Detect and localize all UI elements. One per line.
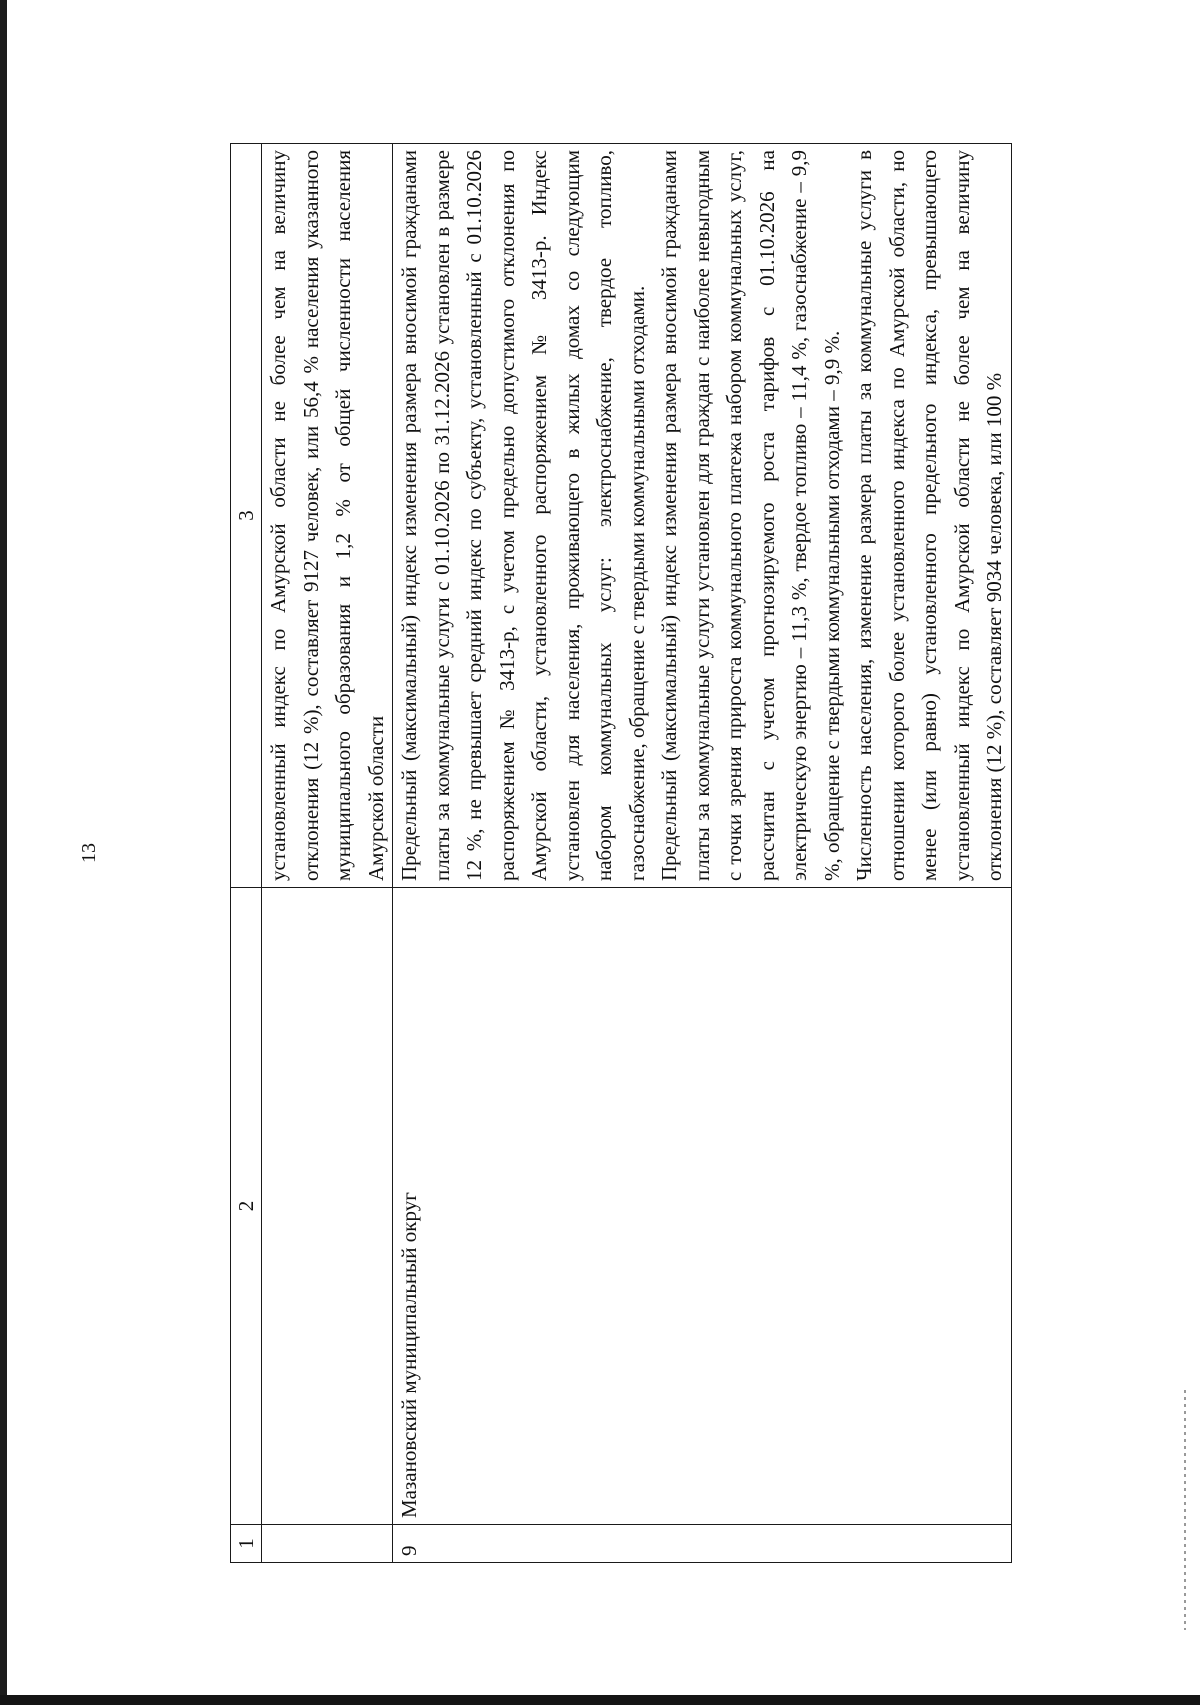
description-cell: [262, 144, 393, 888]
scan-shadow-bottom: [0, 1695, 1200, 1705]
description-cell: [393, 144, 1012, 888]
tariff-index-table: [230, 143, 1012, 1563]
header-cell-2: 2: [231, 888, 262, 1525]
row-number-cell: 9: [393, 1525, 1012, 1563]
page-number: 13: [78, 843, 100, 863]
description-paragraph: установленный индекс по Амурской области не более чем на величину отклонения (12 %), составляет 9127 человек, или 56,4 % населения указанного муниципального образования и 1,2 % от общей численности населения Амурской области: [266, 150, 388, 881]
municipality-cell: [262, 888, 393, 1525]
document-page: [60, 88, 1140, 1618]
scan-artifact-right: [1184, 1390, 1186, 1630]
description-paragraph: Предельный (максимальный) индекс изменения размера вносимой гражданами платы за коммунальные услуги с 01.10.2026 по 31.12.2026 установлен в размере 12 %, не превышает средний индекс по субъекту, установленный с 01.10.2026 распоряжением № 3413-р, с учетом предельно допустимого отклонения по Амурской области, установленного распоряжением № 3413-р. Индекс установлен для населения, проживающего в жилых домах со следующим набором коммунальных услуг: электроснабжение, твердое топливо, газоснабжение, обращение с твердыми коммунальными отходами.: [397, 150, 649, 881]
header-cell-3: 3: [231, 144, 262, 888]
scan-shadow-left: [0, 0, 7, 1705]
header-cell-1: 1: [231, 1525, 262, 1563]
description-paragraph: Предельный (максимальный) индекс изменения размера вносимой гражданами платы за коммунальные услуги установлен для граждан с наиболее невыгодным с точки зрения прироста коммунального платежа набором коммунальных услуг, рассчитан с учетом прогнозируемого роста тарифов с 01.10.2026 на электрическую энергию – 11,3 %, твердое топливо – 11,4 %, газоснабжение – 9,9 %, обращение с твердыми коммунальными отходами – 9,9 %.: [657, 150, 844, 881]
row-number-cell: [262, 1525, 393, 1563]
table-header-row: [231, 144, 262, 1563]
municipality-cell: Мазановский муниципальный округ: [393, 888, 1012, 1525]
table-row: [262, 144, 393, 1563]
table-row: [393, 144, 1012, 1563]
description-paragraph: Численность населения, изменение размера платы за коммунальные услуги в отношении которого более установленного индекса по Амурской области, но менее (или равно) установленного предельного индекса, превышающего установленный индекс по Амурской области не более чем на величину отклонения (12 %), составляет 9034 человека, или 100 %: [852, 150, 1006, 881]
